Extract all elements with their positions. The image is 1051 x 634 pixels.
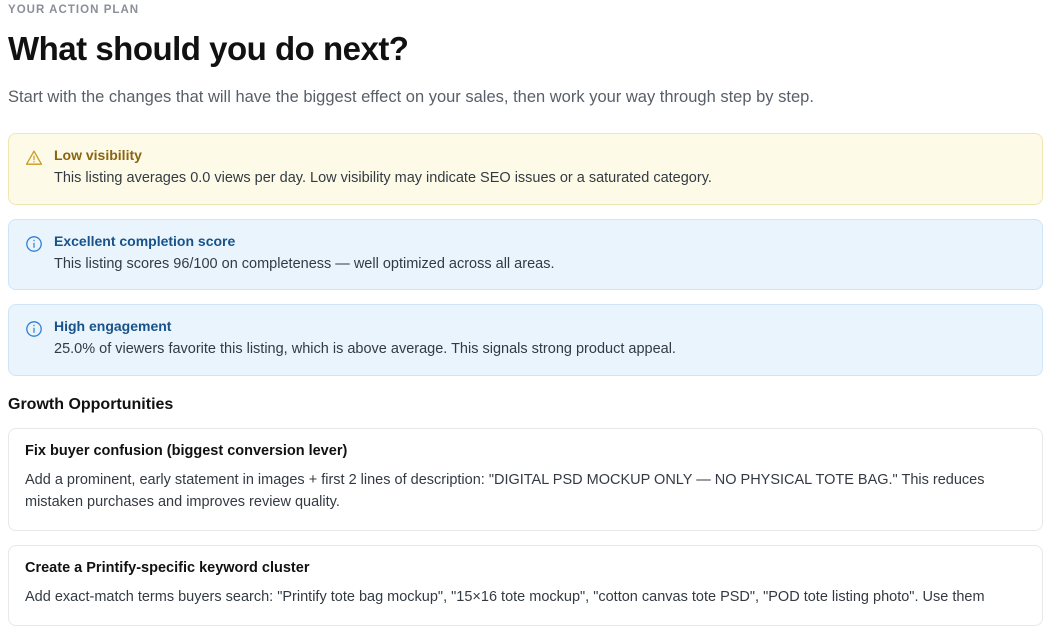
page-title: What should you do next? xyxy=(8,30,409,67)
alert-text: This listing scores 96/100 on completeness — well optimized across all areas. xyxy=(54,255,555,272)
action-plan-page xyxy=(0,4,1051,626)
alert-body xyxy=(54,318,1026,360)
info-circle-icon xyxy=(25,235,43,253)
opportunity-text: Add exact-match terms buyers search: "Printify tote bag mockup", "15×16 tote mockup", "cotton canvas tote PSD", "POD tote listing photo". Use them xyxy=(25,588,985,605)
alert-title: High engagement xyxy=(54,318,172,335)
opportunity-card xyxy=(8,545,1043,626)
opportunity-card xyxy=(8,428,1043,531)
alert-body xyxy=(54,233,1026,275)
alert-title: Low visibility xyxy=(54,147,142,163)
opportunity-title: Create a Printify-specific keyword cluster xyxy=(25,559,310,576)
opportunity-text: Add a prominent, early statement in images + first 2 lines of description: "DIGITAL PSD MOCKUP ONLY — NO PHYSICAL TOTE BAG." This reduces mistaken purchases and improves review quality. xyxy=(25,471,985,510)
info-circle-icon xyxy=(25,320,43,338)
alert-low-visibility xyxy=(8,133,1043,205)
eyebrow-label: YOUR ACTION PLAN xyxy=(8,4,140,16)
alert-body xyxy=(54,147,1026,189)
growth-opportunities-heading: Growth Opportunities xyxy=(8,395,174,413)
alert-text: 25.0% of viewers favorite this listing, which is above average. This signals strong product appeal. xyxy=(54,341,676,358)
alert-title: Excellent completion score xyxy=(54,232,236,249)
alert-completion-score xyxy=(8,219,1043,291)
warning-triangle-icon xyxy=(25,149,43,167)
page-subtitle: Start with the changes that will have the biggest effect on your sales, then work your way through step by step. xyxy=(8,88,814,106)
alerts-list xyxy=(8,133,1043,376)
opportunity-title: Fix buyer confusion (biggest conversion lever) xyxy=(25,442,348,459)
alert-text: This listing averages 0.0 views per day. Low visibility may indicate SEO issues or a saturated category. xyxy=(54,170,712,186)
alert-high-engagement xyxy=(8,304,1043,376)
growth-opportunities-list xyxy=(8,428,1043,626)
